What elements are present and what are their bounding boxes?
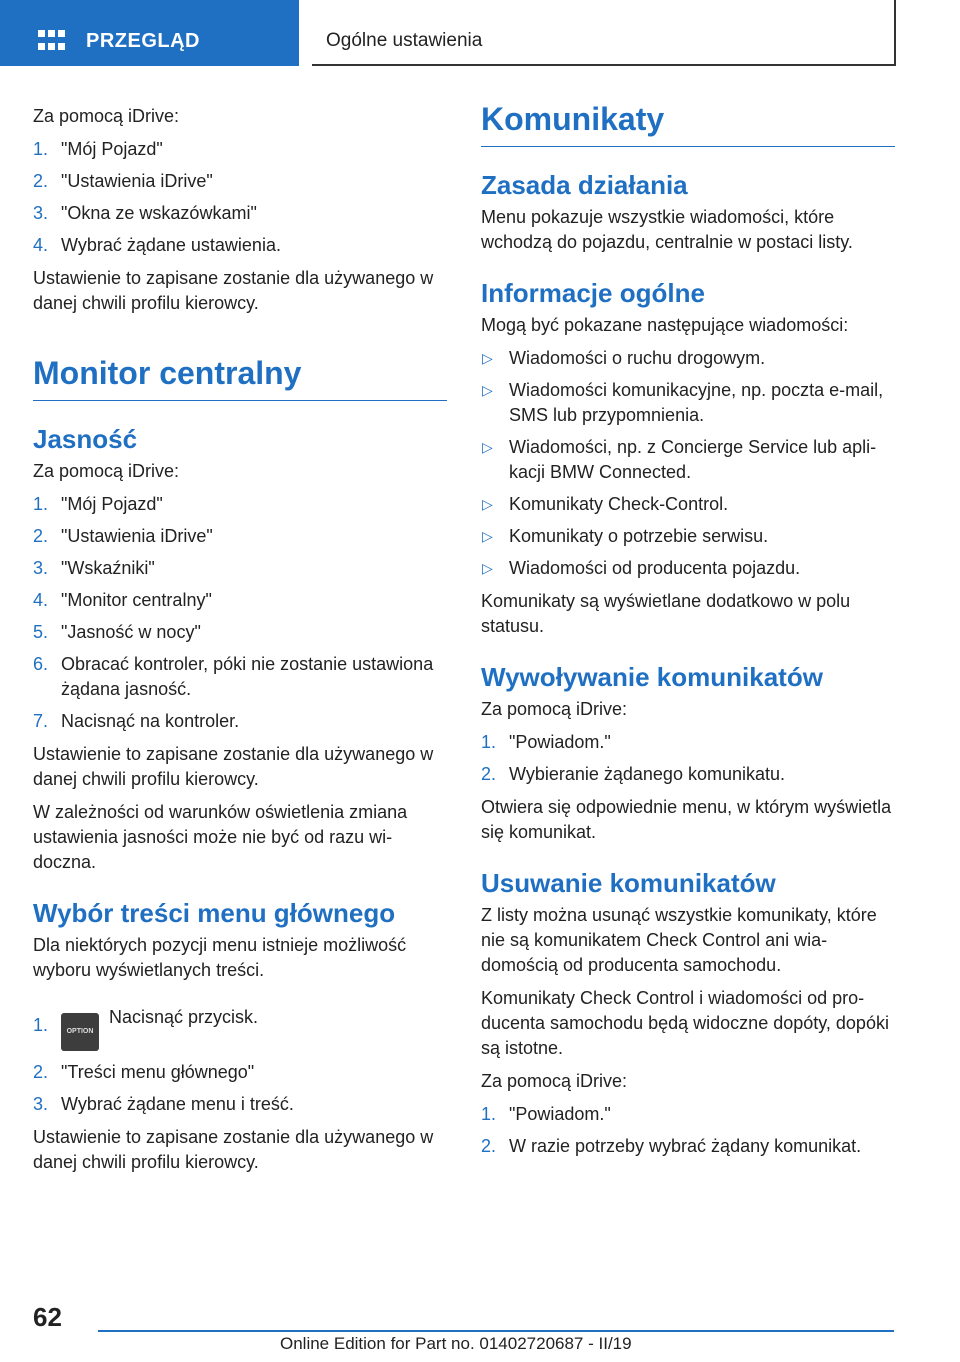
intro-text: Za pomocą iDrive: xyxy=(33,106,180,126)
left-column xyxy=(33,104,447,1183)
note-text: Ustawienie to zapisane zostanie dla używanego w danej chwili profilu kierowcy. xyxy=(33,268,434,313)
body-text: Komunikaty są wyświetlane dodatkowo w polu statusu. xyxy=(481,591,851,636)
intro-text: Za pomocą iDrive: xyxy=(481,1071,628,1091)
list-item: 2. W razie potrzeby wybrać żądany komunikat. xyxy=(481,1136,862,1156)
list-item: 2. "Ustawienia iDrive" xyxy=(33,171,213,191)
body-text: Otwiera się odpowiednie menu, w którym wyświetla się komunikat. xyxy=(481,797,892,842)
footer-divider xyxy=(98,1330,894,1332)
list-item: 3. Wybrać żądane menu i treść. xyxy=(33,1094,294,1114)
list-item: ▷ Wiadomości komunikacyjne, np. poczta e-mail, SMS lub przypomnienia. xyxy=(482,380,884,425)
steps-list-a xyxy=(33,137,447,258)
intro-text: Dla niektórych pozycji menu istnieje możliwość wyboru wyświetlanych treści. xyxy=(33,935,407,980)
steps-list-call xyxy=(481,730,895,787)
triangle-bullet-icon: ▷ xyxy=(482,382,493,398)
list-item: ▷ Wiadomości od producenta pojazdu. xyxy=(481,556,895,581)
body-text: Z listy można usunąć wszystkie komunikaty, które nie są komunikatem Check Control ani wiadomością od producenta samochodu. xyxy=(481,905,877,975)
steps-list-delete xyxy=(481,1102,895,1159)
list-item: ▷ Wiadomości o ruchu drogowym. xyxy=(481,346,895,371)
list-item: 2. Wybieranie żądanego komunikatu. xyxy=(481,764,786,784)
note-text: Ustawienie to zapisane zostanie dla używanego w danej chwili profilu kierowcy. xyxy=(33,1127,434,1172)
list-item: 1. "Powiadom." xyxy=(481,732,611,752)
body-text: Komunikaty Check Control i wiadomości od producenta samochodu będą widoczne dopóty, dopóki są istotne. xyxy=(481,988,889,1058)
list-item: 4. "Monitor centralny" xyxy=(33,590,212,610)
triangle-bullet-icon: ▷ xyxy=(482,350,493,366)
option-button-icon: OPTION xyxy=(61,1013,99,1051)
steps-list-b xyxy=(33,492,447,734)
heading-call-messages: Wywoływanie komunikatów xyxy=(481,662,823,692)
list-item: 1. "Powiadom." xyxy=(481,1104,611,1124)
heading-principle: Zasada działania xyxy=(481,170,688,200)
list-item: 7. Nacisnąć na kontroler. xyxy=(33,711,240,731)
right-column xyxy=(481,100,895,1167)
note-text: W zależności od warunków oświetlenia zmiana ustawienia jasności może nie być od razu widoczna. xyxy=(33,802,408,872)
triangle-bullet-icon: ▷ xyxy=(482,528,493,544)
list-item: 3. "Okna ze wskazówkami" xyxy=(33,203,257,223)
heading-brightness: Jasność xyxy=(33,424,138,454)
triangle-bullet-icon: ▷ xyxy=(482,439,493,455)
heading-main-menu: Wybór treści menu głównego xyxy=(33,898,396,928)
list-item: 6. Obracać kontroler, póki nie zostanie ustawiona żądana jasność. xyxy=(33,654,434,699)
body-text: Menu pokazuje wszystkie wiadomości, które wchodzą do pojazdu, centralnie w postaci listy. xyxy=(481,207,853,252)
list-item: 5. "Jasność w nocy" xyxy=(33,622,201,642)
note-text: Ustawienie to zapisane zostanie dla używanego w danej chwili profilu kierowcy. xyxy=(33,744,434,789)
heading-delete-messages: Usuwanie komunikatów xyxy=(481,868,776,898)
list-item: ▷ Wiadomości, np. z Concierge Service lub aplikacji BMW Connected. xyxy=(482,437,877,482)
list-item: 2. "Treści menu głównego" xyxy=(33,1062,255,1082)
intro-text: Za pomocą iDrive: xyxy=(481,699,628,719)
page-number: 62 xyxy=(33,1302,62,1332)
chapter-title: Ogólne ustawienia xyxy=(326,30,483,51)
list-item: 1. "Mój Pojazd" xyxy=(33,139,163,159)
heading-monitor: Monitor centralny xyxy=(33,354,447,401)
heading-messages: Komunikaty xyxy=(481,100,895,147)
header-section-tab[interactable] xyxy=(0,0,299,66)
list-item: 2. "Ustawienia iDrive" xyxy=(33,526,213,546)
list-item: 3. "Wskaźniki" xyxy=(33,558,155,578)
list-item: ▷ Komunikaty o potrzebie serwisu. xyxy=(481,524,895,549)
list-item: 1. OPTIONNacisnąć przycisk. xyxy=(33,1005,447,1051)
list-item: ▷ Komunikaty Check-Control. xyxy=(481,492,895,517)
intro-text: Mogą być pokazane następujące wiadomości: xyxy=(481,315,849,335)
edition-text: Online Edition for Part no. 01402720687 - II/19 xyxy=(280,1334,632,1353)
triangle-bullet-icon: ▷ xyxy=(482,560,493,576)
list-item: 1. "Mój Pojazd" xyxy=(33,494,163,514)
grid-menu-icon xyxy=(38,30,66,52)
list-item: 4. Wybrać żądane ustawienia. xyxy=(33,235,281,255)
steps-list-c xyxy=(33,1005,447,1117)
bullet-list xyxy=(481,346,895,581)
heading-general: Informacje ogólne xyxy=(481,278,705,308)
triangle-bullet-icon: ▷ xyxy=(482,496,493,512)
intro-text: Za pomocą iDrive: xyxy=(33,461,180,481)
header-chapter-box xyxy=(312,0,896,66)
section-label: PRZEGLĄD xyxy=(86,30,200,52)
